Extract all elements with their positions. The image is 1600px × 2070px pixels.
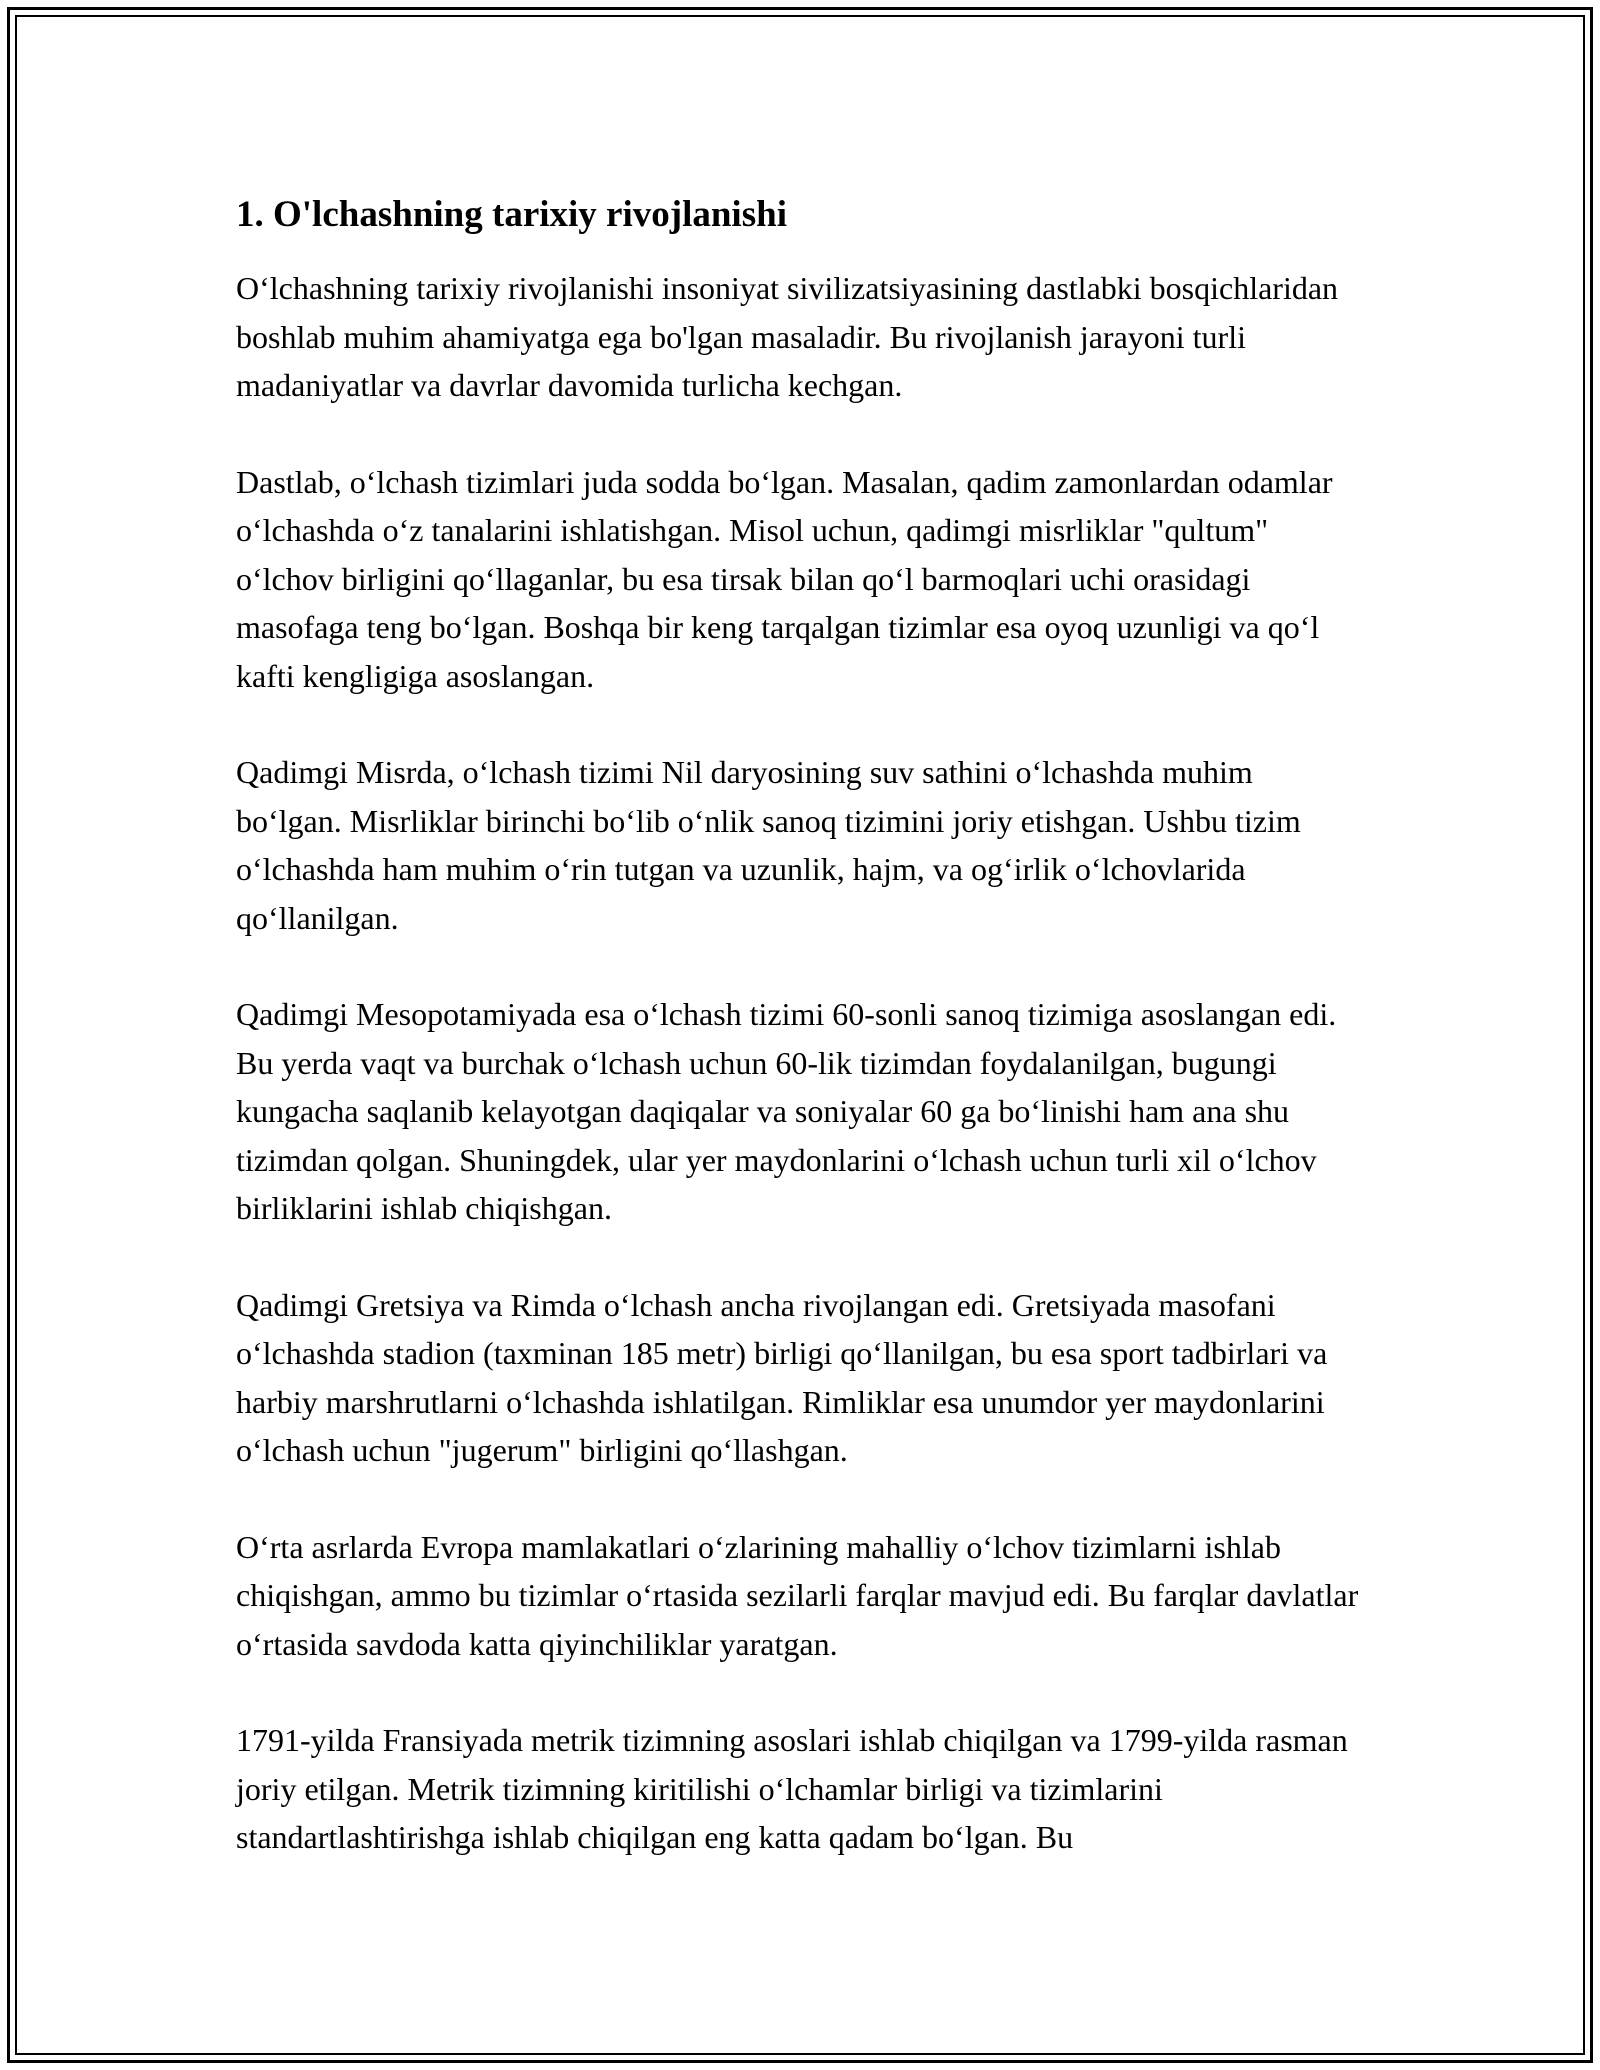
paragraph-mesopotamia: Qadimgi Mesopotamiyada esa o‘lchash tizimi 60-sonli sanoq tizimiga asoslangan edi. Bu yerda vaqt va burchak o‘lchash uchun 60-lik tizimdan foydalanilgan, bugungi kungacha saqlanib kelayotgan daqiqalar va soniyalar 60 ga bo‘linishi ham ana shu tizimdan qolgan. Shuningdek, ular yer maydonlarini o‘lchash uchun turli xil o‘lchov birliklarini ishlab chiqishgan. <box>236 996 1337 1226</box>
section-heading: 1. O'lchashning tarixiy rivojlanishi <box>236 194 787 235</box>
paragraph-egypt: Qadimgi Misrda, o‘lchash tizimi Nil daryosining suv sathini o‘lchashda muhim bo‘lgan. Misrliklar birinchi bo‘lib o‘nlik sanoq tizimini joriy etishgan. Ushbu tizim o‘lchashda ham muhim o‘rin tutgan va uzunlik, hajm, va og‘irlik o‘lchovlarida qo‘llanilgan. <box>236 754 1301 936</box>
paragraph-greece-rome: Qadimgi Gretsiya va Rimda o‘lchash ancha rivojlangan edi. Gretsiyada masofani o‘lchashda stadion (taxminan 185 metr) birligi qo‘llanilgan, bu esa sport tadbirlari va harbiy marshrutlarni o‘lchashda ishlatilgan. Rimliklar esa unumdor yer maydonlarini o‘lchash uchun "jugerum" birligini qo‘llashgan. <box>236 1286 1328 1468</box>
paragraph-middle-ages: O‘rta asrlarda Evropa mamlakatlari o‘zlarining mahalliy o‘lchov tizimlarni ishlab chiqishgan, ammo bu tizimlar o‘rtasida sezilarli farqlar mavjud edi. Bu farqlar davlatlar o‘rtasida savdoda katta qiyinchiliklar yaratgan. <box>236 1528 1359 1662</box>
paragraph-metric-system: 1791-yilda Fransiyada metrik tizimning asoslari ishlab chiqilgan va 1799-yilda rasman joriy etilgan. Metrik tizimning kiritilishi o‘lchamlar birligi va tizimlarini standartlashtirishga ishlab chiqilgan eng katta qadam bo‘lgan. Bu <box>236 1722 1348 1855</box>
document-body <box>236 190 1366 1910</box>
paragraph-intro: O‘lchashning tarixiy rivojlanishi insoniyat sivilizatsiyasining dastlabki bosqichlaridan boshlab muhim ahamiyatga ega bo'lgan masaladir. Bu rivojlanish jarayoni turli madaniyatlar va davrlar davomida turlicha kechgan. <box>236 270 1339 403</box>
paragraph-early-systems: Dastlab, o‘lchash tizimlari juda sodda bo‘lgan. Masalan, qadim zamonlardan odamlar o‘lchashda o‘z tanalarini ishlatishgan. Misol uchun, qadimgi misrliklar "qultum" o‘lchov birligini qo‘llaganlar, bu esa tirsak bilan qo‘l barmoqlari uchi orasidagi masofaga teng bo‘lgan. Boshqa bir keng tarqalgan tizimlar esa oyoq uzunligi va qo‘l kafti kengligiga asoslangan. <box>236 463 1333 694</box>
